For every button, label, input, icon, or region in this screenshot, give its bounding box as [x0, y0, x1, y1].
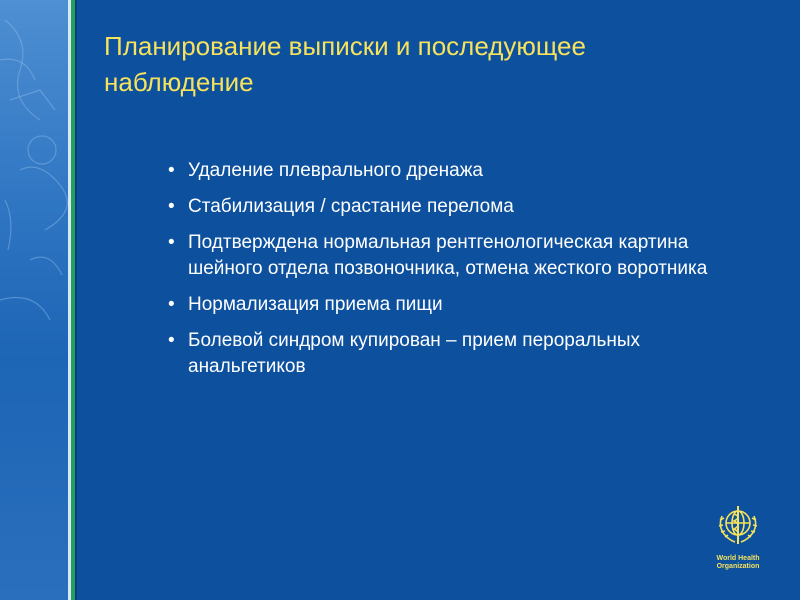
- bullet-item: [168, 230, 728, 282]
- who-emblem-icon: [715, 502, 761, 548]
- who-logo-line1: World Health: [716, 555, 760, 562]
- decorative-pattern-icon: [0, 0, 68, 600]
- bullet-item: [168, 292, 728, 318]
- bullet-text: Удаление плеврального дренажа: [188, 160, 483, 181]
- slide-title: Планирование выписки и последующее наблюдение: [104, 31, 586, 97]
- bullet-icon: •: [168, 196, 175, 217]
- bullet-icon: •: [168, 330, 175, 351]
- bullet-text: Болевой синдром купирован – прием пероральных анальгетиков: [188, 330, 641, 377]
- bullet-text: Стабилизация / срастание перелома: [188, 196, 514, 217]
- decorative-side-panel: [0, 0, 68, 600]
- divider-dark: [75, 0, 77, 600]
- bullet-list: [168, 158, 728, 390]
- bullet-icon: •: [168, 294, 175, 315]
- bullet-item: [168, 328, 728, 380]
- who-logo-text: [710, 555, 766, 571]
- who-logo: [710, 502, 766, 571]
- bullet-text: Подтверждена нормальная рентгенологическая картина шейного отдела позвоночника, отмена жесткого воротника: [188, 232, 708, 279]
- bullet-text: Нормализация приема пищи: [188, 294, 443, 315]
- bullet-item: [168, 194, 728, 220]
- bullet-item: [168, 158, 728, 184]
- bullet-icon: •: [168, 232, 175, 253]
- bullet-icon: •: [168, 160, 175, 181]
- who-logo-line2: Organization: [716, 563, 760, 570]
